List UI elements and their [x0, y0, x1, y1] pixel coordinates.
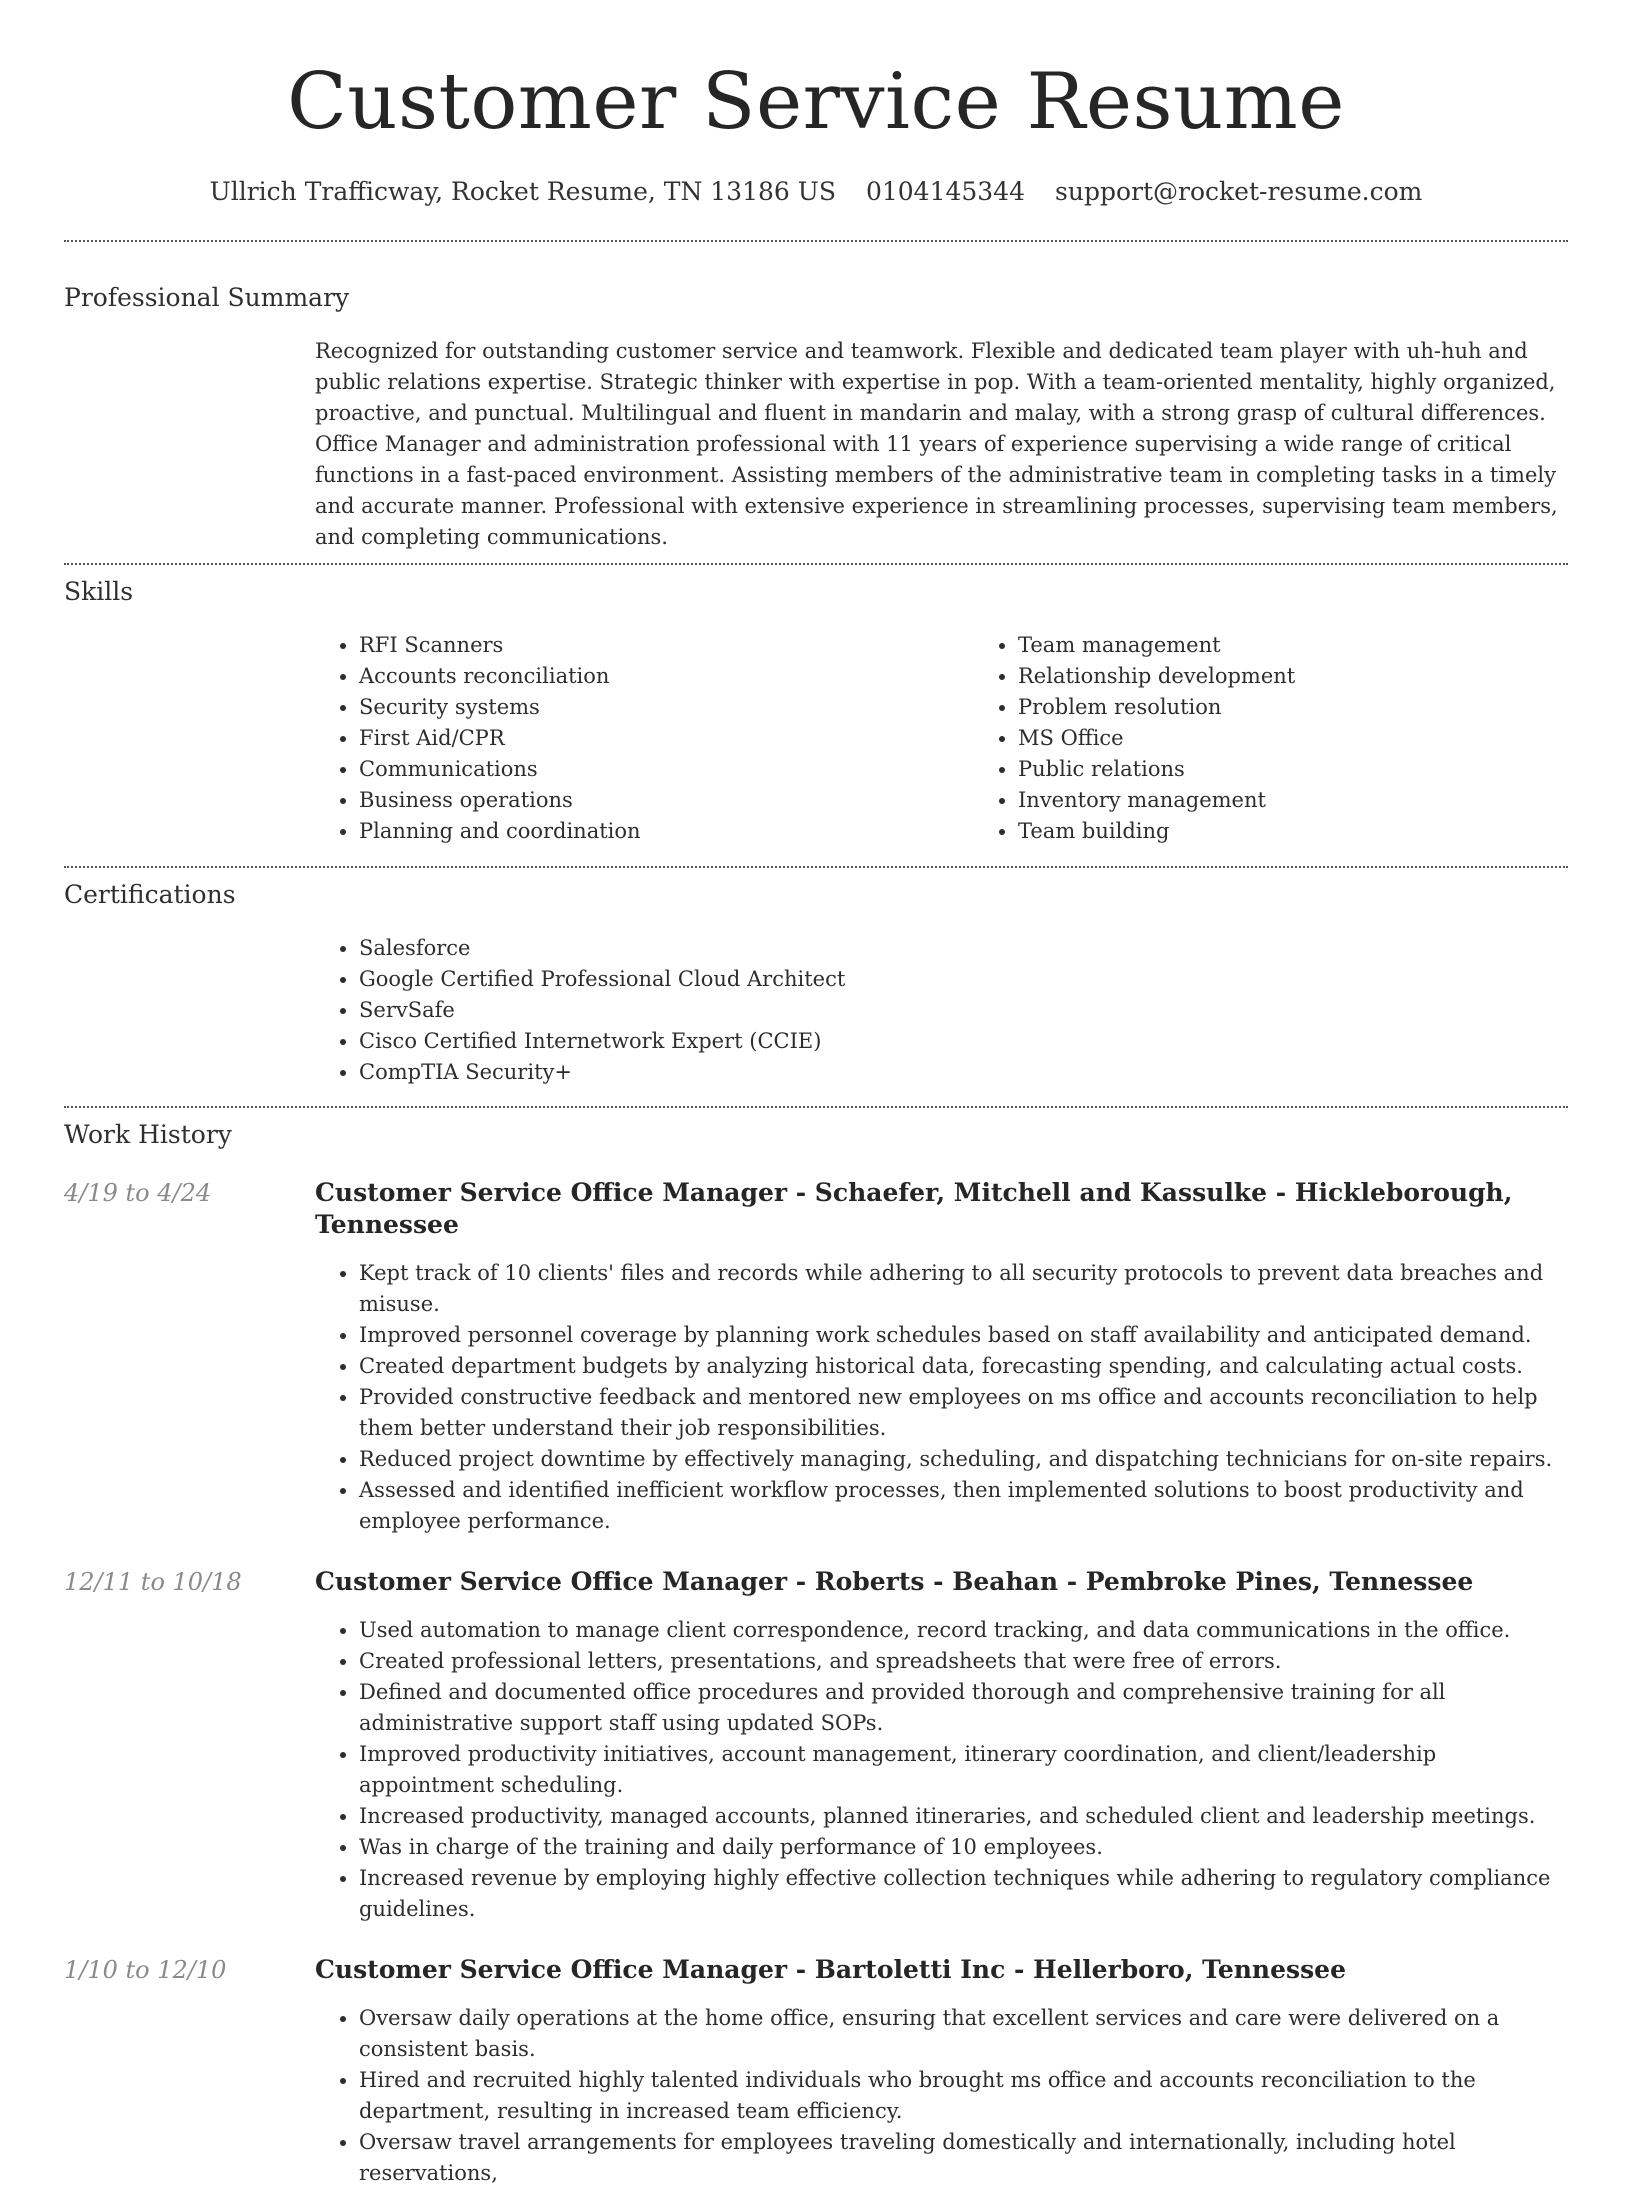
resume-page [64, 0, 1568, 2189]
list-item: • Google Certified Professional Cloud Architect [359, 964, 1568, 995]
contact-phone: 0104145344 [865, 177, 1026, 206]
section-title-skills: Skills [64, 577, 134, 606]
work-history-section [64, 1119, 1568, 2189]
job-date: 4/19 to 4/24 [64, 1179, 212, 1207]
skills-section [64, 576, 1568, 847]
list-item: • Reduced project downtime by effectively managing, scheduling, and dispatching technicians for on-site repairs. [359, 1444, 1568, 1475]
divider [64, 866, 1568, 868]
list-item: • Kept track of 10 clients' files and records while adhering to all security protocols to prevent data breaches and misuse. [359, 1258, 1568, 1320]
contact-email: support@rocket-resume.com [1055, 177, 1423, 206]
job-entry [64, 1566, 1568, 1925]
list-item: • Public relations [1018, 754, 1632, 785]
list-item: • CompTIA Security+ [359, 1057, 1568, 1088]
list-item: • MS Office [1018, 723, 1632, 754]
list-item: • Accounts reconciliation [359, 661, 974, 692]
list-item: • Inventory management [1018, 785, 1632, 816]
job-date: 12/11 to 10/18 [64, 1568, 242, 1596]
list-item: • Problem resolution [1018, 692, 1632, 723]
certifications-section [64, 879, 1568, 1088]
job-body [315, 1954, 1568, 2189]
job-bullets [315, 1258, 1568, 1537]
job-date: 1/10 to 12/10 [64, 1956, 227, 1984]
certifications-content [315, 933, 1568, 1088]
resume-title: Customer Service Resume [287, 57, 1345, 147]
list-item: • Oversaw travel arrangements for employees traveling domestically and internationally, including hotel reservations, [359, 2127, 1568, 2189]
list-item: • Planning and coordination [359, 816, 974, 847]
job-title: Customer Service Office Manager - Schaefer, Mitchell and Kassulke - Hickleborough, Tennessee [315, 1178, 1513, 1239]
list-item: • Cisco Certified Internetwork Expert (CCIE) [359, 1026, 1568, 1057]
list-item: • Security systems [359, 692, 974, 723]
list-item: • First Aid/CPR [359, 723, 974, 754]
section-title-certifications: Certifications [64, 880, 236, 909]
job-entry [64, 1954, 1568, 2189]
list-item: • Increased productivity, managed accounts, planned itineraries, and scheduled client and leadership meetings. [359, 1801, 1568, 1832]
skills-content [315, 630, 1568, 847]
divider [64, 240, 1568, 242]
job-body [315, 1566, 1568, 1925]
job-bullets [315, 1615, 1568, 1925]
job-entry [64, 1177, 1568, 1537]
section-title-summary: Professional Summary [64, 283, 350, 312]
list-item: • Defined and documented office procedures and provided thorough and comprehensive training for all administrative support staff using updated SOPs. [359, 1677, 1568, 1739]
section-title-work: Work History [64, 1120, 232, 1149]
summary-text: Recognized for outstanding customer service and teamwork. Flexible and dedicated team player with uh-huh and public relations expertise. Strategic thinker with expertise in pop. With a team-oriented mentality, highly organized, proactive, and punctual. Multilingual and fluent in mandarin and malay, with a strong grasp of cultural differences. Office Manager and administration professional with 11 years of experience supervising a wide range of critical functions in a fast-paced environment. Assisting members of the administrative team in completing tasks in a timely and accurate manner. Professional with extensive experience in streamlining processes, supervising team members, and completing communications. [315, 339, 1558, 549]
list-item: • Team management [1018, 630, 1632, 661]
list-item: • Relationship development [1018, 661, 1632, 692]
job-body [315, 1177, 1568, 1537]
job-title: Customer Service Office Manager - Roberts - Beahan - Pembroke Pines, Tennessee [315, 1567, 1474, 1596]
skills-list-left [315, 630, 974, 847]
list-item: • Provided constructive feedback and mentored new employees on ms office and accounts reconciliation to help them better understand their job responsibilities. [359, 1382, 1568, 1444]
list-item: • Created professional letters, presentations, and spreadsheets that were free of errors. [359, 1646, 1568, 1677]
list-item: • Assessed and identified inefficient workflow processes, then implemented solutions to boost productivity and employee performance. [359, 1475, 1568, 1537]
list-item: • ServSafe [359, 995, 1568, 1026]
list-item: • Salesforce [359, 933, 1568, 964]
list-item: • RFI Scanners [359, 630, 974, 661]
list-item: • Improved productivity initiatives, account management, itinerary coordination, and client/leadership appointment scheduling. [359, 1739, 1568, 1801]
summary-section [64, 282, 1568, 553]
list-item: • Increased revenue by employing highly effective collection techniques while adhering to regulatory compliance guidelines. [359, 1863, 1568, 1925]
list-item: • Created department budgets by analyzing historical data, forecasting spending, and calculating actual costs. [359, 1351, 1568, 1382]
job-bullets [315, 2003, 1568, 2189]
list-item: • Communications [359, 754, 974, 785]
skills-list-right [974, 630, 1632, 847]
list-item: • Was in charge of the training and daily performance of 10 employees. [359, 1832, 1568, 1863]
list-item: • Oversaw daily operations at the home office, ensuring that excellent services and care were delivered on a consistent basis. [359, 2003, 1568, 2065]
divider [64, 563, 1568, 565]
list-item: • Business operations [359, 785, 974, 816]
list-item: • Used automation to manage client correspondence, record tracking, and data communications in the office. [359, 1615, 1568, 1646]
divider [64, 1106, 1568, 1108]
job-title: Customer Service Office Manager - Bartoletti Inc - Hellerboro, Tennessee [315, 1955, 1346, 1984]
contact-line [64, 176, 1568, 208]
list-item: • Team building [1018, 816, 1632, 847]
list-item: • Hired and recruited highly talented individuals who brought ms office and accounts reconciliation to the department, resulting in increased team efficiency. [359, 2065, 1568, 2127]
list-item: • Improved personnel coverage by planning work schedules based on staff availability and anticipated demand. [359, 1320, 1568, 1351]
summary-content [315, 336, 1568, 553]
contact-address: Ullrich Trafficway, Rocket Resume, TN 13186 US [209, 177, 836, 206]
certifications-list [315, 933, 1568, 1088]
